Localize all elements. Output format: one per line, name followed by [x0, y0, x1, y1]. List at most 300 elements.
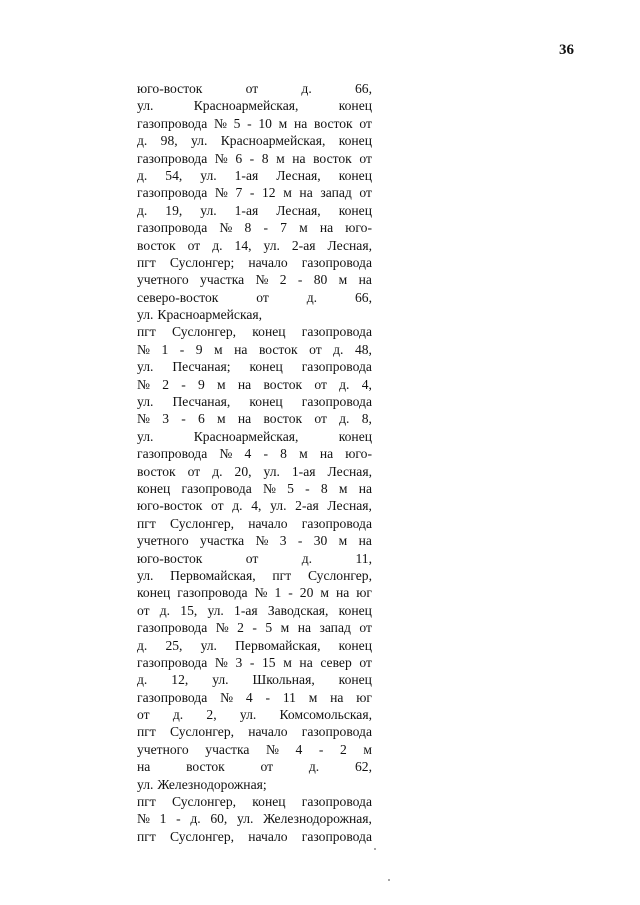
word: газопровода	[137, 620, 208, 636]
word: -	[305, 480, 310, 496]
word: -	[288, 585, 293, 601]
word: газопровода	[301, 515, 372, 531]
word: д.	[333, 341, 344, 357]
word: восток	[263, 411, 303, 427]
word: -	[252, 620, 257, 636]
word: 2	[279, 272, 287, 288]
word: 7	[280, 220, 287, 236]
word: начало	[248, 254, 288, 270]
word: д.	[232, 498, 243, 514]
word: ул.	[237, 811, 254, 827]
word: 2,	[206, 707, 217, 723]
word: пгт	[137, 724, 156, 740]
word: конец	[137, 585, 171, 601]
scan-speck	[374, 848, 376, 850]
word: м	[338, 272, 348, 288]
word: ул.	[270, 498, 287, 514]
word: 30	[313, 533, 328, 549]
text-line	[137, 358, 372, 375]
word: от	[309, 341, 322, 357]
word: №	[215, 620, 229, 636]
word: 8	[244, 220, 252, 236]
word: от	[137, 707, 150, 723]
text-line	[137, 410, 372, 427]
word: №	[262, 480, 276, 496]
word: юго-восток	[137, 81, 203, 96]
word: на	[137, 759, 151, 775]
word: №	[214, 185, 228, 201]
word: газопровода	[137, 115, 208, 131]
word: 10	[258, 115, 272, 131]
word: от	[359, 115, 372, 131]
word: д.	[137, 672, 148, 688]
word: пгт	[137, 515, 156, 531]
word: 2	[237, 620, 244, 636]
word: д.	[212, 237, 223, 253]
word: на	[358, 272, 372, 288]
word: Заводская,	[267, 602, 329, 618]
text-line	[137, 463, 372, 480]
word: на	[293, 115, 308, 131]
word: -	[181, 376, 186, 392]
word: участка	[200, 272, 245, 288]
word: от	[245, 550, 259, 566]
word: д.	[301, 550, 313, 566]
word: пгт	[137, 828, 156, 844]
word: -	[297, 533, 303, 549]
text-line	[137, 637, 372, 654]
word: пгт	[137, 254, 156, 270]
word: Первомайская,	[235, 637, 321, 653]
word: м	[217, 411, 226, 427]
word: 8,	[361, 411, 372, 427]
word: конец	[338, 637, 372, 653]
word: конец	[252, 324, 286, 340]
word: конец	[137, 480, 171, 496]
word: 5	[233, 115, 241, 131]
word: запад	[320, 185, 352, 201]
word: ул.	[239, 707, 257, 723]
text-line	[137, 376, 372, 393]
word: газопровода	[181, 480, 252, 496]
text-line	[137, 723, 372, 740]
word: ул.	[137, 428, 154, 444]
word: м	[308, 689, 318, 705]
word: 2-ая	[295, 498, 319, 514]
word: юго-	[345, 220, 372, 236]
word: Суслонгер,	[169, 828, 235, 844]
word: 4	[245, 689, 253, 705]
word: 11,	[355, 550, 372, 566]
word: восток	[137, 237, 176, 253]
text-line	[137, 584, 372, 601]
word: -	[263, 220, 268, 236]
word: восток	[258, 341, 298, 357]
word: Лесная,	[276, 167, 321, 183]
word: восток	[137, 463, 176, 479]
word: Красноармейская,	[220, 133, 326, 149]
word: от	[359, 654, 372, 670]
word: 5	[265, 620, 273, 636]
word: ул.	[137, 394, 154, 410]
word: от	[137, 602, 150, 618]
text-line	[137, 532, 372, 549]
word: участка	[200, 533, 245, 549]
word: №	[265, 741, 279, 757]
word: м	[217, 376, 226, 392]
word: ул.	[200, 167, 217, 183]
text-line	[137, 80, 372, 97]
word: Лесная,	[327, 498, 372, 514]
word: газопровода	[301, 794, 372, 810]
word: 19,	[165, 202, 183, 218]
word: 8	[320, 480, 328, 496]
word: 25,	[165, 637, 183, 653]
word: конец	[249, 359, 283, 375]
text-line	[137, 741, 372, 758]
word: на	[292, 150, 306, 166]
word: 11	[282, 689, 296, 705]
word: Железнодорожная,	[263, 811, 372, 827]
text-line	[137, 289, 372, 306]
word: газопровода	[137, 220, 208, 236]
word: м	[320, 585, 329, 601]
word: на	[330, 689, 344, 705]
word: 15	[262, 654, 276, 670]
word: д.	[137, 637, 148, 653]
word: 98,	[160, 133, 178, 149]
word: №	[137, 341, 150, 357]
text-line	[137, 254, 372, 271]
word: м	[283, 654, 292, 670]
word: Суслонгер,	[169, 724, 235, 740]
word: 9	[198, 376, 205, 392]
word: газопровода	[301, 324, 372, 340]
word: д.	[172, 707, 184, 723]
text-line	[137, 810, 372, 827]
text-line	[137, 602, 372, 619]
text-line	[137, 776, 372, 793]
word: 2-ая	[291, 237, 316, 253]
word: ул.	[137, 98, 154, 114]
word: -	[318, 741, 324, 757]
word: 20	[299, 585, 314, 601]
text-line	[137, 184, 372, 201]
word: Железнодорожная;	[157, 776, 267, 792]
word: м	[283, 185, 292, 201]
word: ул.	[190, 133, 208, 149]
word: на	[358, 533, 372, 549]
word: 12	[262, 185, 276, 201]
word: м	[299, 446, 308, 462]
text-line	[137, 497, 372, 514]
word: 1	[159, 811, 167, 827]
word: №	[219, 446, 233, 462]
text-line	[137, 671, 372, 688]
word: конец	[338, 672, 372, 688]
word: от	[187, 237, 201, 253]
word: Первомайская,	[170, 567, 256, 583]
word: учетного	[137, 741, 189, 757]
word: на	[299, 185, 313, 201]
text-line	[137, 445, 372, 462]
word: 1-ая	[234, 202, 259, 218]
word: №	[220, 689, 234, 705]
word: -	[249, 150, 255, 166]
text-line	[137, 550, 372, 567]
text-line	[137, 132, 372, 149]
word: ул.	[263, 237, 280, 253]
word: 7	[235, 185, 243, 201]
text-line	[137, 480, 372, 497]
word: №	[255, 272, 269, 288]
word: конец	[338, 428, 372, 444]
word: ул.	[137, 776, 154, 792]
scan-speck	[388, 879, 390, 881]
word: газопровода	[301, 254, 372, 270]
text-line	[137, 167, 372, 184]
word: 66,	[354, 81, 372, 96]
word: восток	[313, 150, 352, 166]
word: м	[363, 741, 372, 757]
word: д.	[137, 202, 148, 218]
word: север	[320, 654, 352, 670]
word: 8	[280, 446, 287, 462]
word: -	[297, 272, 303, 288]
word: д.	[339, 376, 350, 392]
word: на	[234, 341, 248, 357]
word: 12,	[171, 672, 189, 688]
word: конец	[338, 167, 372, 183]
word: газопровода	[137, 654, 208, 670]
word: м	[280, 620, 290, 636]
word: 15,	[180, 602, 198, 618]
page-number: 36	[559, 42, 574, 58]
word: восток	[314, 115, 353, 131]
word: 54,	[165, 167, 183, 183]
word: Школьная,	[252, 672, 315, 688]
word: -	[265, 689, 270, 705]
word: Красноармейская,	[193, 428, 299, 444]
text-line	[137, 219, 372, 236]
text-line	[137, 306, 372, 323]
word: восток	[263, 376, 303, 392]
word: м	[278, 115, 288, 131]
word: №	[219, 220, 233, 236]
text-line	[137, 428, 372, 445]
word: №	[137, 811, 150, 827]
word: газопровода	[137, 150, 208, 166]
word: 3	[162, 411, 170, 427]
word: д.	[212, 463, 223, 479]
word: -	[249, 654, 255, 670]
word: ул.	[137, 359, 154, 375]
word: юг	[356, 585, 372, 601]
word: 80	[313, 272, 328, 288]
word: 60,	[210, 811, 228, 827]
word: -	[263, 446, 268, 462]
word: д.	[339, 411, 350, 427]
word: конец	[249, 394, 283, 410]
word: от	[260, 759, 274, 775]
word: д.	[137, 133, 148, 149]
word: учетного	[137, 533, 189, 549]
word: №	[214, 150, 228, 166]
word: Красноармейская,	[157, 307, 263, 323]
text-line	[137, 393, 372, 410]
word: 1-ая	[291, 463, 316, 479]
word: северо-восток	[137, 289, 219, 305]
word: 2	[162, 376, 170, 392]
word: от	[187, 463, 201, 479]
word: Суслонгер,	[169, 515, 235, 531]
word: конец	[338, 98, 372, 114]
word: Комсомольская,	[279, 707, 372, 723]
word: ул.	[212, 672, 229, 688]
word: учетного	[137, 272, 189, 288]
word: Красноармейская,	[193, 98, 299, 114]
word: 2	[340, 741, 347, 757]
word: начало	[248, 515, 288, 531]
word: Песчаная;	[172, 359, 231, 375]
word: 1	[161, 341, 169, 357]
word: 1	[274, 585, 282, 601]
text-line	[137, 828, 372, 845]
text-line	[137, 689, 372, 706]
word: 3	[279, 533, 287, 549]
body-text-column	[137, 80, 372, 845]
word: 4,	[251, 498, 262, 514]
word: конец	[338, 602, 372, 618]
word: 6	[235, 150, 243, 166]
word: д.	[308, 759, 320, 775]
word: Суслонгер;	[169, 254, 235, 270]
word: Песчаная,	[172, 394, 231, 410]
word: Лесная,	[327, 463, 372, 479]
word: на	[358, 480, 372, 496]
word: от	[314, 411, 327, 427]
word: м	[276, 150, 285, 166]
word: ул.	[137, 567, 154, 583]
text-line	[137, 341, 372, 358]
word: -	[179, 341, 185, 357]
word: начало	[248, 828, 288, 844]
text-line	[137, 706, 372, 723]
word: №	[137, 411, 150, 427]
word: на	[297, 620, 311, 636]
word: газопровода	[301, 359, 372, 375]
word: Лесная,	[327, 237, 372, 253]
word: 4	[295, 741, 303, 757]
word: от	[359, 150, 372, 166]
word: Лесная,	[276, 202, 321, 218]
word: д.	[159, 602, 171, 618]
text-line	[137, 323, 372, 340]
word: №	[213, 115, 227, 131]
word: №	[254, 585, 268, 601]
word: Суслонгер,	[172, 324, 237, 340]
word: газопровода	[301, 394, 372, 410]
word: 6	[198, 411, 205, 427]
word: пгт	[137, 324, 156, 340]
word: Суслонгер,	[307, 567, 372, 583]
text-line	[137, 202, 372, 219]
word: газопровода	[301, 724, 372, 740]
word: на	[319, 446, 334, 462]
word: -	[249, 185, 255, 201]
word: юго-восток	[137, 498, 203, 514]
word: д.	[301, 81, 312, 96]
word: газопровода	[177, 585, 248, 601]
word: Суслонгер,	[172, 794, 237, 810]
word: от	[359, 185, 372, 201]
word: -	[181, 411, 186, 427]
word: 4,	[361, 376, 372, 392]
word: ул.	[200, 202, 217, 218]
text-line	[137, 619, 372, 636]
text-line	[137, 567, 372, 584]
word: конец	[338, 202, 372, 218]
text-line	[137, 237, 372, 254]
word: пгт	[137, 794, 156, 810]
text-line	[137, 150, 372, 167]
word: ул.	[200, 637, 217, 653]
word: м	[338, 480, 348, 496]
word: от	[245, 81, 259, 96]
text-line	[137, 97, 372, 114]
text-line	[137, 758, 372, 775]
word: на	[237, 411, 252, 427]
word: №	[214, 654, 228, 670]
word: №	[137, 376, 150, 392]
word: юго-восток	[137, 550, 203, 566]
word: д.	[190, 811, 201, 827]
word: от	[211, 498, 224, 514]
word: 4	[244, 446, 252, 462]
word: юг	[356, 689, 372, 705]
word: ул.	[137, 307, 154, 323]
word: на	[319, 220, 334, 236]
word: 20,	[234, 463, 252, 479]
word: -	[247, 115, 252, 131]
text-line	[137, 654, 372, 671]
word: газопровода	[137, 446, 208, 462]
word: газопровода	[137, 185, 208, 201]
word: на	[237, 376, 252, 392]
word: 1-ая	[234, 602, 258, 618]
word: м	[214, 341, 223, 357]
word: 5	[287, 480, 294, 496]
word: №	[255, 533, 269, 549]
word: от	[256, 289, 269, 305]
word: 1-ая	[234, 167, 259, 183]
word: газопровода	[301, 828, 372, 844]
word: восток	[186, 759, 225, 775]
word: запад	[319, 620, 351, 636]
word: начало	[248, 724, 288, 740]
word: от	[359, 620, 372, 636]
word: от	[314, 376, 327, 392]
word: д.	[306, 289, 318, 305]
word: ул.	[207, 602, 224, 618]
word: участка	[205, 741, 250, 757]
word: д.	[137, 167, 148, 183]
word: ул.	[263, 463, 280, 479]
word: 62,	[355, 759, 372, 775]
text-line	[137, 271, 372, 288]
word: на	[335, 585, 350, 601]
word: -	[176, 811, 181, 827]
